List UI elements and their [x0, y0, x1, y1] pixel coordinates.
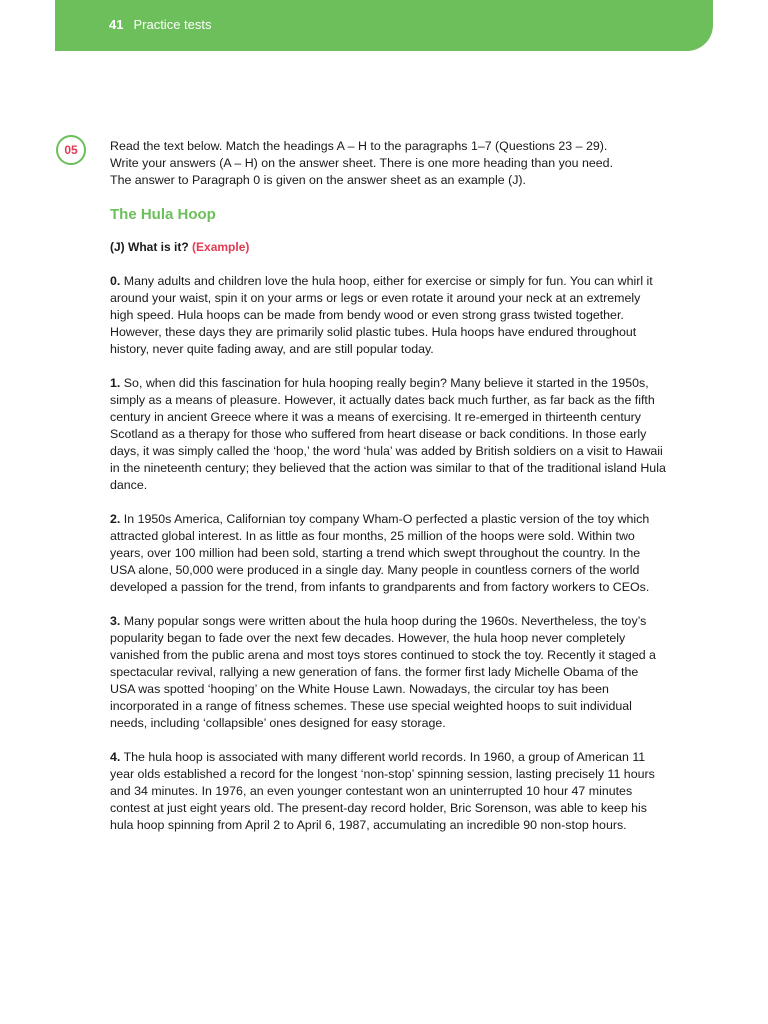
- paragraph-number: 3.: [110, 614, 121, 628]
- paragraph-0: [110, 273, 666, 358]
- section-title: Practice tests: [133, 17, 212, 32]
- paragraph-4: [110, 749, 666, 834]
- article-title: The Hula Hoop: [110, 206, 216, 223]
- example-heading: [110, 239, 666, 256]
- paragraph-1: [110, 375, 666, 494]
- paragraph-number: 2.: [110, 512, 121, 526]
- example-heading-text: (J) What is it?: [110, 240, 189, 254]
- example-tag: (Example): [192, 240, 250, 254]
- paragraph-3: [110, 613, 666, 732]
- instruction-line: Read the text below. Match the headings A – H to the paragraphs 1–7 (Questions 23 – 29).: [110, 139, 608, 153]
- paragraph-number: 4.: [110, 750, 121, 764]
- paragraph-text: Many popular songs were written about the hula hoop during the 1960s. Nevertheless, the toy’s popularity began to fade over the next few decades. However, the hula hoop never completely vanished from the public arena and most toys stores continued to stock the toy. Recently it staged a spectacular revival, rallying a new generation of fans. the former first lady Michelle Obama of the USA was spotted ‘hooping’ on the White House Lawn. Nowadays, the circular toy has been incorporated in a range of fitness schemes. These use special weighted hoops to suit individual needs, including ‘collapsible’ ones designed for easy storage.: [110, 614, 656, 730]
- task-instructions: [110, 138, 666, 189]
- paragraph-text: Many adults and children love the hula hoop, either for exercise or simply for fun. You can whirl it around your waist, spin it on your arms or legs or even rotate it around your neck at an extremely high speed. Hula hoops can be made from bendy wood or even strong grass twisted together. However, these days they are primarily solid plastic tubes. Hula hoops have endured throughout history, never quite fading away, and are still popular today.: [110, 274, 653, 356]
- page-number: 41: [109, 17, 124, 32]
- paragraph-text: In 1950s America, Californian toy company Wham-O perfected a plastic version of the toy which attracted global interest. In as little as four months, 25 million of the hoops were sold. Within two years, over 100 million had been sold, starting a trend which swept throughout the country. In the USA alone, 50,000 were produced in a single day. Many people in countless corners of the world developed a passion for the trend, from infants to grandparents and from factory workers to CEOs.: [110, 512, 650, 594]
- paragraph-text: The hula hoop is associated with many different world records. In 1960, a group of American 11 year olds established a record for the longest ‘non-stop’ spinning session, lasting precisely 11 hours and 34 minutes. In 1976, an even younger contestant won an uninterrupted 10 hour 47 minutes contest at just eight years old. The present-day record holder, Bric Sorenson, was able to keep his hula hoop spinning from April 2 to April 6, 1987, accumulating an incredible 90 non-stop hours.: [110, 750, 655, 832]
- instruction-line: Write your answers (A – H) on the answer sheet. There is one more heading than you need.: [110, 156, 614, 170]
- task-number-badge: 05: [56, 135, 86, 165]
- paragraph-number: 1.: [110, 376, 121, 390]
- page-header: [55, 0, 713, 51]
- paragraph-2: [110, 511, 666, 596]
- paragraph-number: 0.: [110, 274, 121, 288]
- paragraph-text: So, when did this fascination for hula hooping really begin? Many believe it started in the 1950s, simply as a means of pleasure. However, it actually dates back much further, as far back as the fifth century in ancient Greece where it was a means of exercising. It re-emerged in thirteenth century Scotland as a therapy for those who suffered from heart disease or back conditions. In those early days, it was simply called the ‘hoop,’ the word ‘hula’ was added by British soldiers on a visit to Hawaii in the nineteenth century; they believed that the action was similar to that of the traditional island Hula dance.: [110, 376, 666, 492]
- page-content: [110, 138, 666, 834]
- instruction-line: The answer to Paragraph 0 is given on the answer sheet as an example (J).: [110, 173, 526, 187]
